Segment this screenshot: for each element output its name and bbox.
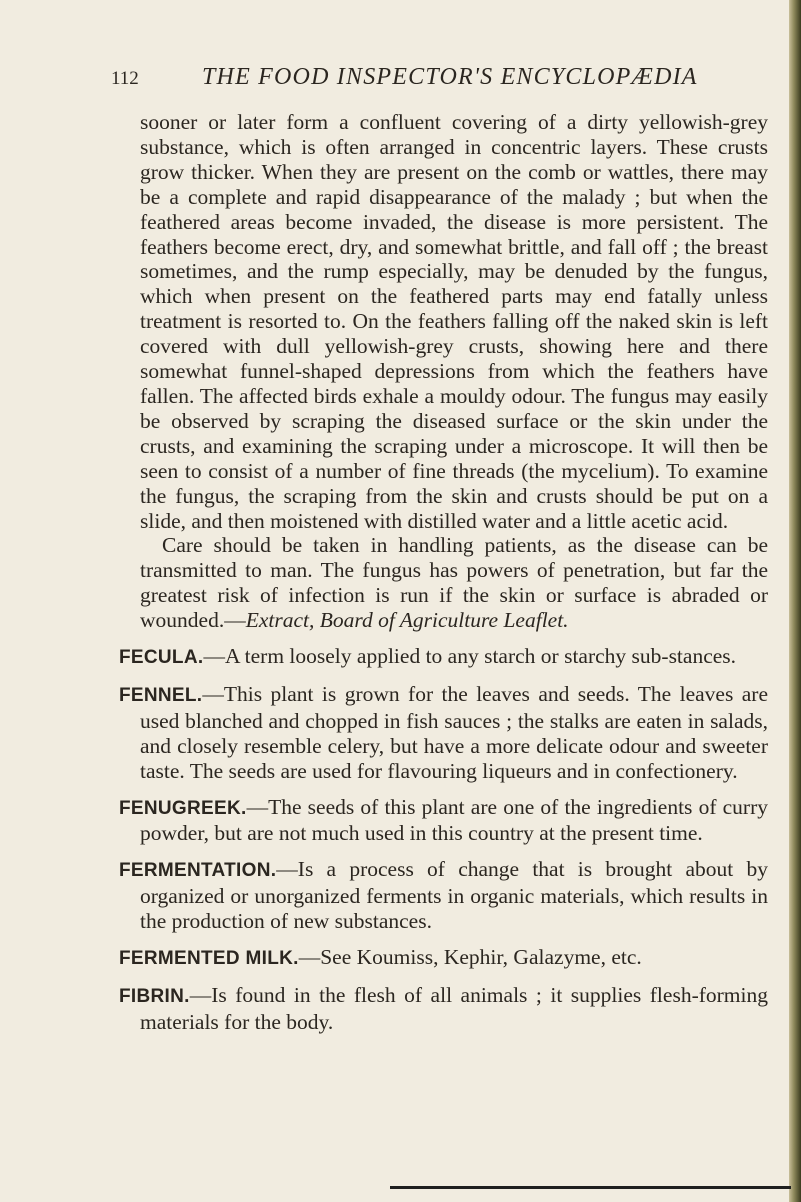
entry-term: FENUGREEK. <box>119 797 247 819</box>
care-text: Care should be taken in handling patients, as the disease can be transmitted to man. The fungus has powers of penetration, but far the greatest risk of infection is run if the skin or surface is abraded or wounded.— <box>140 533 768 633</box>
running-head <box>111 62 741 102</box>
entry-text: —See Koumiss, Kephir, Galazyme, etc. <box>298 945 642 970</box>
entry-fermented-milk <box>119 945 768 972</box>
entry-text: —A term loosely applied to any starch or starchy sub-stances. <box>203 644 737 669</box>
care-paragraph <box>140 533 768 633</box>
entry-text: —Is found in the flesh of all animals ; it supplies flesh-forming materials for the body. <box>140 983 768 1034</box>
page-edge-shadow <box>789 0 801 1202</box>
entry-term: FERMENTATION. <box>119 860 277 882</box>
bottom-rule <box>390 1186 791 1189</box>
entry-fibrin <box>119 983 768 1035</box>
entry-text: —This plant is grown for the leaves and seeds. The leaves are used blanched and chopped in fish sauces ; the stalks are eaten in salads, and closely resemble celery, but have a more delicate odour and sweeter taste. The seeds are used for flavouring liqueurs and in confectionery. <box>140 681 768 783</box>
continuation-paragraph: sooner or later form a confluent covering of a dirty yellowish-grey substance, which is often arranged in concentric layers. These crusts grow thicker. When they are present on the comb or wattles, there may be a complete and rapid disappearance of the malady ; but when the feathered areas become invaded, the disease is more persistent. The feathers become erect, dry, and somewhat brittle, and fall off ; the breast sometimes, and the rump especially, may be denuded by the fungus, which when present on the feathered parts may end fatally unless treatment is resorted to. On the feathers falling off the naked skin is left covered with dull yellowish-grey crusts, showing here and there somewhat funnel-shaped depressions from which the feathers have fallen. The affected birds exhale a mouldy odour. The fungus may easily be observed by scraping the diseased surface or the skin under the crusts, and examining the scraping under a microscope. It will then be seen to consist of a number of fine threads (the mycelium). To examine the fungus, the scraping from the skin and crusts should be put on a slide, and then moistened with distilled water and a little acetic acid. <box>140 110 768 533</box>
entry-term: FIBRIN. <box>119 986 190 1007</box>
page-body <box>119 110 768 1035</box>
entry-fecula <box>119 644 768 671</box>
entry-fermentation <box>119 857 768 934</box>
source-citation: Extract, Board of Agriculture Leaflet. <box>245 608 569 633</box>
running-title: THE FOOD INSPECTOR'S ENCYCLOPÆDIA <box>202 64 698 90</box>
entry-text: —Is a process of change that is brought about by organized or unorganized ferments in organic materials, which results in the production of new substances. <box>140 857 768 934</box>
entry-fenugreek <box>119 795 768 847</box>
entry-term: FERMENTED MILK. <box>119 948 299 970</box>
entry-term: FENNEL. <box>119 684 203 706</box>
entry-term: FECULA. <box>119 647 204 669</box>
entry-fennel <box>119 682 768 784</box>
page-number: 112 <box>111 68 139 89</box>
entry-text: —The seeds of this plant are one of the ingredients of curry powder, but are not much used in this country at the present time. <box>140 794 768 846</box>
